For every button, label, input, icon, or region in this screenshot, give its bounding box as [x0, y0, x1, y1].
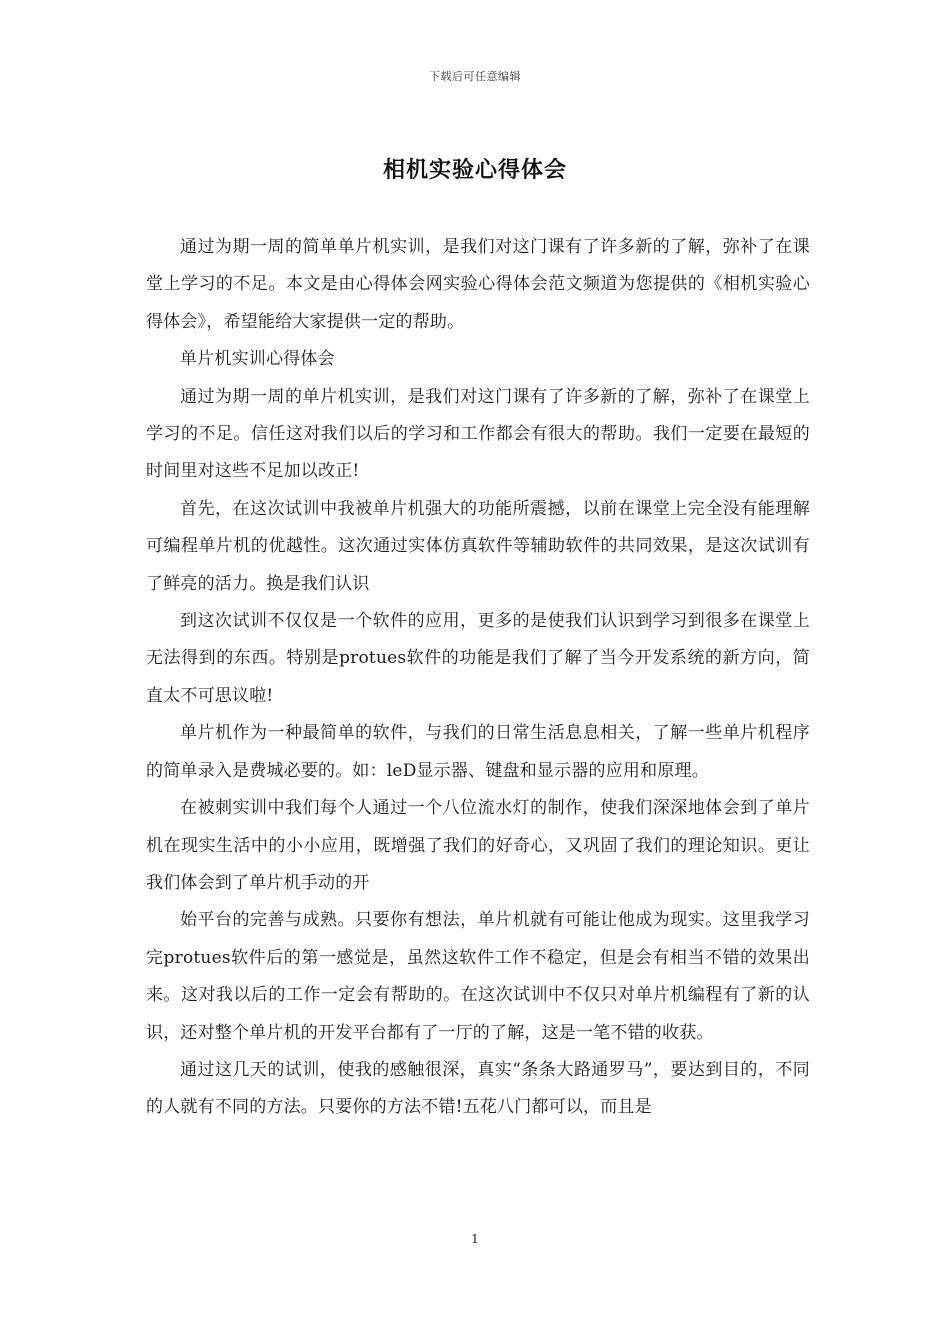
paragraph: 首先，在这次试训中我被单片机强大的功能所震撼，以前在课堂上完全没有能理解可编程单片机的优越性。这次通过实体仿真软件等辅助软件的共同效果，是这次试训有了鲜亮的活力。换是我们认识 [146, 498, 810, 594]
section-heading: 单片机实训心得体会 [180, 349, 335, 370]
page-number: 1 [471, 1232, 479, 1246]
paragraph: 单片机作为一种最简单的软件，与我们的日常生活息息相关，了解一些单片机程序的简单录入是费城必要的。如：leD显示器、键盘和显示器的应用和原理。 [146, 723, 810, 781]
document-title: 相机实验心得体会 [382, 157, 567, 183]
paragraph-intro: 通过为期一周的简单单片机实训，是我们对这门课有了许多新的了解，弥补了在课堂上学习的不足。本文是由心得体会网实验心得体会范文频道为您提供的《相机实验心得体会》，希望能给大家提供一定的帮助。 [146, 237, 810, 332]
document-body [146, 229, 810, 1127]
paragraph: 在被刺实训中我们每个人通过一个八位流水灯的制作，使我们深深地体会到了单片机在现实生活中的小小应用，既增强了我们的好奇心，又巩固了我们的理论知识。更让我们体会到了单片机手动的开 [146, 798, 810, 893]
paragraph: 到这次试训不仅仅是一个软件的应用，更多的是使我们认识到学习到很多在课堂上无法得到的东西。特别是protues软件的功能是我们了解了当今开发系统的新方向，简直太不可思议啦! [146, 611, 810, 706]
paragraph: 通过这几天的试训，使我的感触很深，真实“条条大路通罗马”，要达到目的，不同的人就有不同的方法。只要你的方法不错!五花八门都可以，而且是 [146, 1059, 810, 1118]
page-header-note: 下载后可任意编辑 [429, 70, 521, 83]
paragraph: 始平台的完善与成熟。只要你有想法，单片机就有可能让他成为现实。这里我学习完protues软件后的第一感觉是，虽然这软件工作不稳定，但是会有相当不错的效果出来。这对我以后的工作一定会有帮助的。在这次试训中不仅只对单片机编程有了新的认识，还对整个单片机的开发平台都有了一厅的了解，这是一笔不错的收获。 [146, 910, 810, 1043]
paragraph: 通过为期一周的单片机实训，是我们对这门课有了许多新的了解，弥补了在课堂上学习的不足。信任这对我们以后的学习和工作都会有很大的帮助。我们一定要在最短的时间里对这些不足加以改正! [146, 386, 810, 482]
